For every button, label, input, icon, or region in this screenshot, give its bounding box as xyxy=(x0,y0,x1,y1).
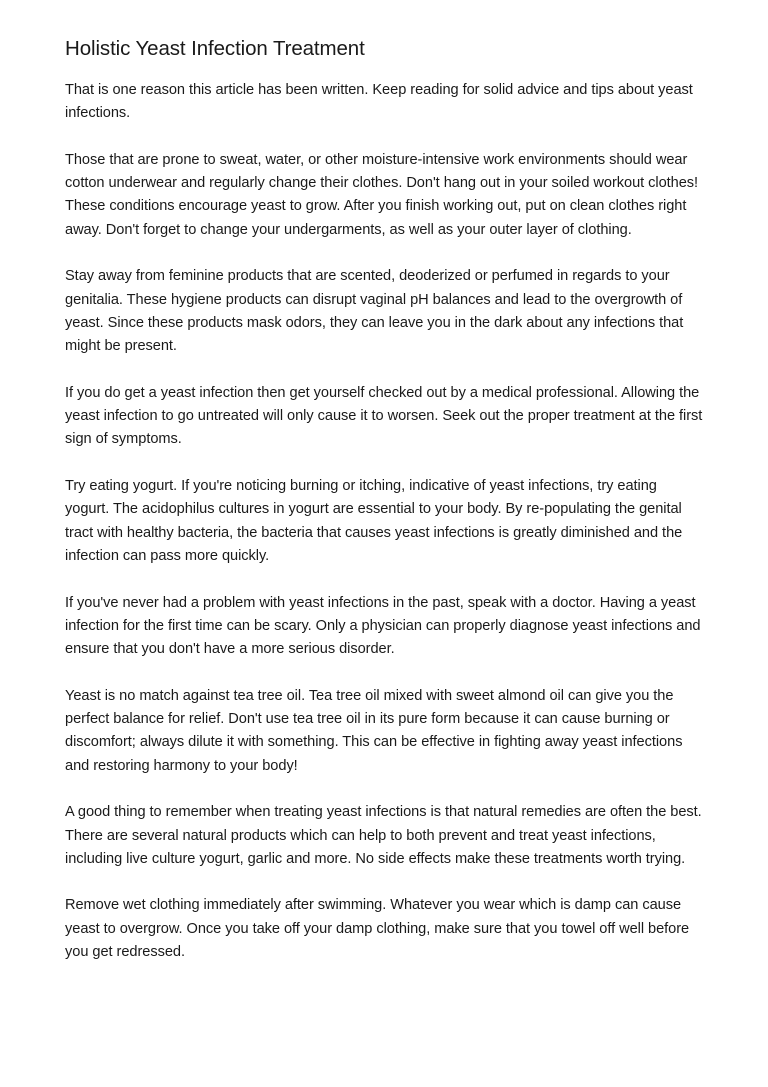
paragraph-moisture: Those that are prone to sweat, water, or other moisture-intensive work environments should wear cotton underwear and regularly change their clothes. Don't hang out in your soiled workout clothes! These conditions encourage yeast to grow. After you finish working out, put on clean clothes right away. Don't forget to change your undergarments, as well as your outer layer of clothing. xyxy=(65,151,699,238)
page-title: Holistic Yeast Infection Treatment xyxy=(65,37,365,60)
paragraph-yogurt: Try eating yogurt. If you're noticing burning or itching, indicative of yeast infections, try eating yogurt. The acidophilus cultures in yogurt are essential to your body. By re-populating the genital tract with healthy bacteria, the bacteria that causes yeast infections is greatly diminished and the infection can pass more quickly. xyxy=(65,478,683,564)
paragraph-doctor: If you've never had a problem with yeast infections in the past, speak with a doctor. Having a yeast infection for the first time can be scary. Only a physician can properly diagnose yeast infections and ensure that you don't have a more serious disorder. xyxy=(65,594,701,658)
paragraph-natural-remedies: A good thing to remember when treating yeast infections is that natural remedies are often the best. There are several natural products which can help to both prevent and treat yeast infections, including live culture yogurt, garlic and more. No side effects make these treatments worth trying. xyxy=(65,804,702,867)
paragraph-intro: That is one reason this article has been written. Keep reading for solid advice and tips about yeast infections. xyxy=(65,82,693,122)
paragraph-medical-professional: If you do get a yeast infection then get yourself checked out by a medical professional. Allowing the yeast infection to go untreated will only cause it to worsen. Seek out the proper treatment at the first sign of symptoms. xyxy=(65,384,703,448)
paragraph-wet-clothing: Remove wet clothing immediately after swimming. Whatever you wear which is damp can cause yeast to overgrow. Once you take off your damp clothing, make sure that you towel off well before you get redressed. xyxy=(65,897,690,960)
document-page xyxy=(65,36,705,988)
paragraph-tea-tree-oil: Yeast is no match against tea tree oil. Tea tree oil mixed with sweet almond oil can give you the perfect balance for relief. Don't use tea tree oil in its pure form because it can cause burning or discomfort; always dilute it with something. This can be effective in fighting away yeast infections and restoring harmony to your body! xyxy=(65,687,683,774)
paragraph-feminine-products: Stay away from feminine products that are scented, deoderized or perfumed in regards to your genitalia. These hygiene products can disrupt vaginal pH balances and lead to the overgrowth of yeast. Since these products mask odors, they can leave you in the dark about any infections that might be present. xyxy=(65,268,684,355)
